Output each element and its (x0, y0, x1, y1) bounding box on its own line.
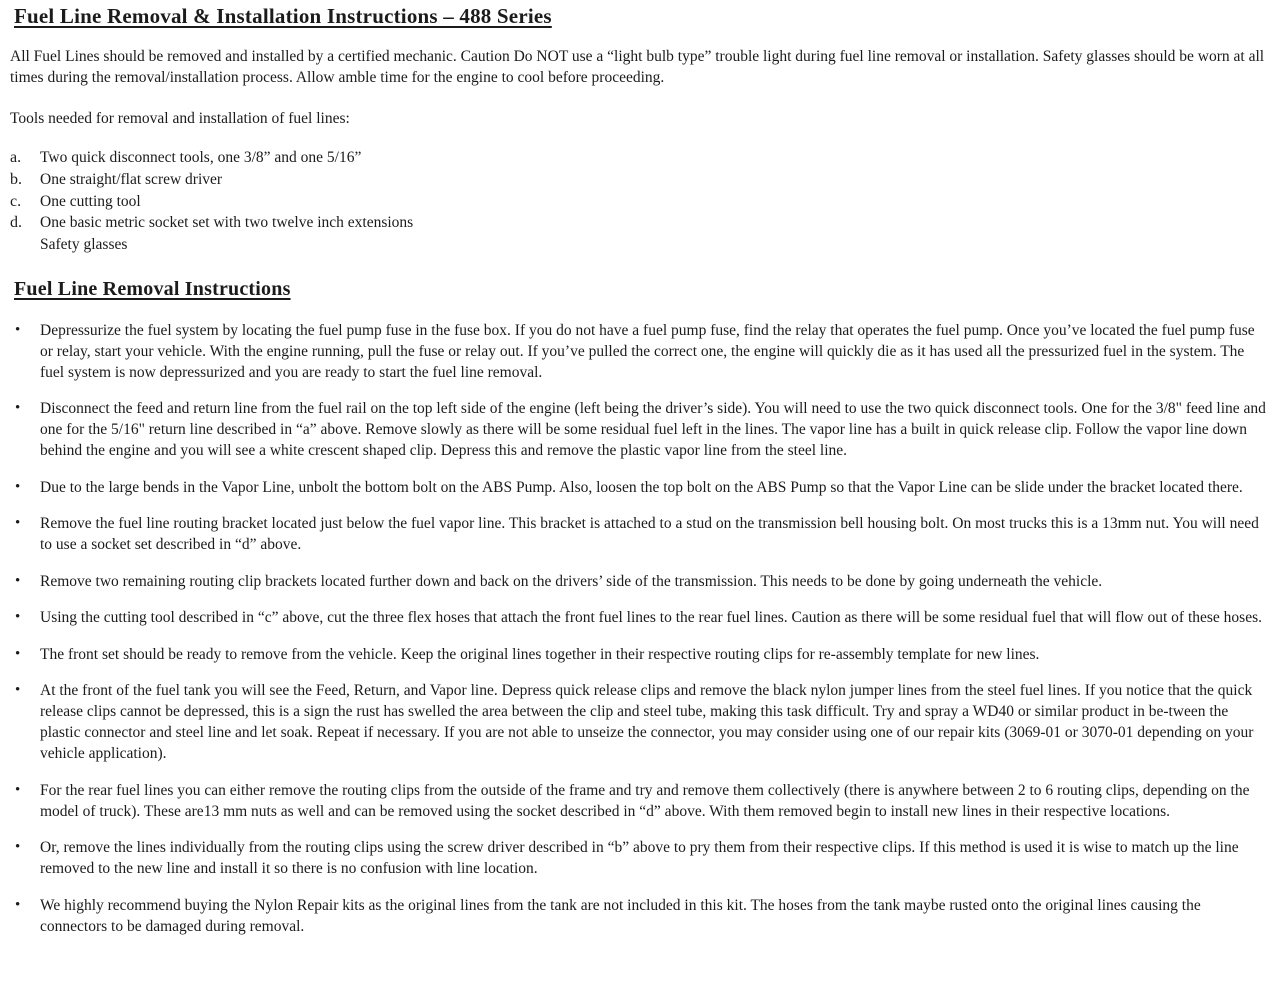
bullet-text: The front set should be ready to remove from the vehicle. Keep the original lines together in their respective routing clips for re-assembly template for new lines. (40, 645, 1040, 663)
bullet-text: Depressurize the fuel system by locating the fuel pump fuse in the fuse box. If you do not have a fuel pump fuse, find the relay that operates the fuel pump. Once you’ve located the fuel pump fuse or relay, start your vehicle. With the engine running, pull the fuse or relay out. If you’ve pulled the correct one, the engine will quickly die as it has used all the pressurized fuel in the system. The fuel system is now depressurized and you are ready to start the fuel line removal. (40, 321, 1255, 381)
bullet-item (10, 320, 1266, 383)
bullet-icon: • (15, 478, 21, 495)
bullet-text: Due to the large bends in the Vapor Line, unbolt the bottom bolt on the ABS Pump. Also, loosen the top bolt on the ABS Pump so that the Vapor Line can be slide under the bracket located there. (40, 478, 1243, 496)
bullet-item (10, 895, 1266, 937)
bullet-icon: • (15, 781, 21, 798)
bullet-text: We highly recommend buying the Nylon Repair kits as the original lines from the tank are not included in this kit. The hoses from the tank maybe rusted onto the original lines causing the connectors to be damaged during removal. (40, 896, 1201, 935)
bullet-icon: • (15, 839, 21, 856)
bullet-item (10, 644, 1266, 665)
bullet-item (10, 680, 1266, 764)
bullet-list (10, 320, 1266, 937)
bullet-text: For the rear fuel lines you can either remove the routing clips from the outside of the frame and try and remove them collectively (there is anywhere between 2 to 6 routing clips, depending on the model of truck). These are13 mm nuts as well and can be removed using the socket described in “d” above. With them removed begin to install new lines in their respective locations. (40, 781, 1250, 820)
bullet-item (10, 607, 1266, 628)
bullet-text: At the front of the fuel tank you will see the Feed, Return, and Vapor line. Depress quick release clips and remove the black nylon jumper lines from the steel fuel lines. If you notice that the quick release clips cannot be depressed, this is a sign the rust has swelled the area between the clip and steel tube, making this task difficult. Try and spray a WD40 or similar product in be-tween the plastic connector and steel line and let soak. Repeat if necessary. If you are not able to unseize the connector, you may consider using one of our repair kits (3069-01 or 3070-01 depending on your vehicle application). (40, 682, 1254, 763)
bullet-item (10, 398, 1266, 461)
list-item-text: One cutting tool (40, 192, 141, 210)
bullet-icon: • (15, 896, 21, 913)
tools-list (10, 147, 1266, 256)
list-item (10, 169, 1266, 191)
list-item (10, 234, 1266, 256)
bullet-icon: • (15, 321, 21, 338)
list-item-letter: a. (10, 149, 22, 166)
bullet-item (10, 477, 1266, 498)
list-item-text: Two quick disconnect tools, one 3/8” and one 5/16” (40, 149, 362, 166)
list-item-letter: b. (10, 170, 22, 188)
bullet-text: Remove the fuel line routing bracket located just below the fuel vapor line. This bracket is attached to a stud on the transmission bell housing bolt. On most trucks this is a 13mm nut. You will need to use a socket set described in “d” above. (40, 515, 1259, 554)
list-item-text: One straight/flat screw driver (40, 170, 223, 188)
tools-heading: Tools needed for removal and installation of fuel lines: (10, 110, 350, 127)
list-item (10, 147, 1266, 169)
bullet-icon: • (15, 400, 21, 417)
bullet-icon: • (15, 609, 21, 626)
bullet-icon: • (15, 645, 21, 662)
section-heading: Fuel Line Removal Instructions (14, 277, 291, 300)
list-item (10, 191, 1266, 213)
bullet-item (10, 780, 1266, 822)
bullet-icon: • (15, 572, 21, 589)
list-item-letter: d. (10, 214, 22, 232)
list-item (10, 212, 1266, 234)
list-item-text: Safety glasses (40, 236, 128, 254)
list-item-text: One basic metric socket set with two twelve inch extensions (40, 214, 414, 232)
bullet-item (10, 571, 1266, 592)
bullet-item (10, 513, 1266, 555)
page-title: Fuel Line Removal & Installation Instructions – 488 Series (14, 4, 552, 28)
bullet-text: Using the cutting tool described in “c” above, cut the three flex hoses that attach the front fuel lines to the rear fuel lines. Caution as there will be some residual fuel that will flow out of these hoses. (40, 609, 1262, 627)
intro-paragraph: All Fuel Lines should be removed and installed by a certified mechanic. Caution Do NOT use a “light bulb type” trouble light during fuel line removal or installation. Safety glasses should be worn at all times during the removal/installation process. Allow amble time for the engine to cool before proceeding. (10, 48, 1265, 86)
list-item-letter (10, 234, 40, 256)
bullet-text: Remove two remaining routing clip brackets located further down and back on the drivers’ side of the transmission. This needs to be done by going underneath the vehicle. (40, 572, 1103, 590)
list-item-letter: c. (10, 192, 22, 210)
bullet-icon: • (15, 515, 21, 532)
bullet-icon: • (15, 682, 21, 699)
bullet-item (10, 837, 1266, 879)
bullet-text: Disconnect the feed and return line from the fuel rail on the top left side of the engine (left being the driver’s side). You will need to use the two quick disconnect tools. One for the 3/8" feed line and one for the 5/16" return line described in “a” above. Remove slowly as there will be some residual fuel left in the lines. The vapor line has a built in quick release clip. Follow the vapor line down behind the engine and you will see a white crescent shaped clip. Depress this and remove the plastic vapor line from the steel line. (40, 400, 1266, 460)
bullet-text: Or, remove the lines individually from the routing clips using the screw driver described in “b” above to pry them from their respective clips. If this method is used it is wise to match up the line removed to the new line and install it so there is no confusion with line location. (40, 839, 1239, 878)
